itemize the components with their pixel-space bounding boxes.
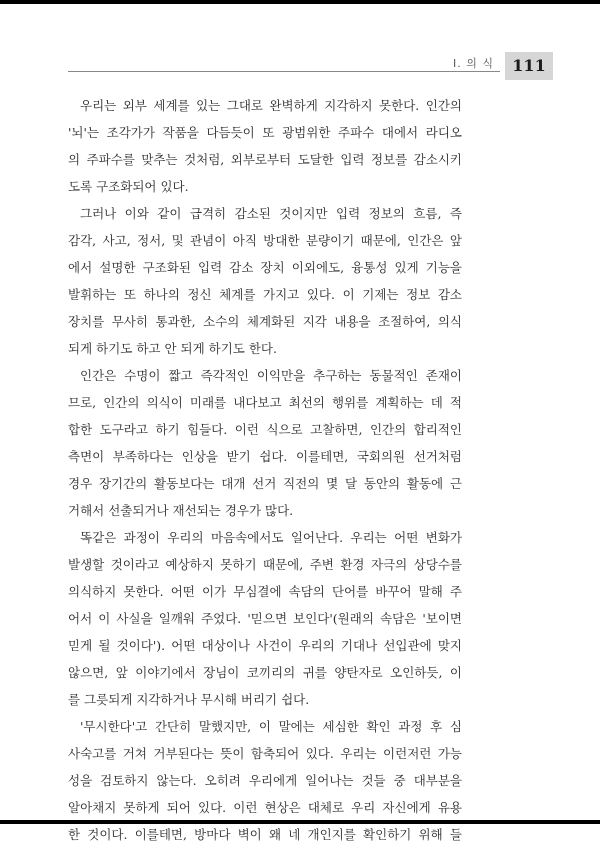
text-line: 합한 도구라고 하기 힘들다. 이런 식으로 고찰하면, 인간의 합리적인	[68, 422, 462, 437]
text-line: 도록 구조화되어 있다.	[68, 179, 189, 194]
text-line: 므로, 인간의 의식이 미래를 내다보고 최선의 행위를 계획하는 데 적	[68, 395, 462, 410]
text-line: 거해서 선출되거나 재선되는 경우가 많다.	[68, 503, 294, 518]
text-line: 의식하지 못한다. 어떤 이가 무심결에 속담의 단어를 바꾸어 말해 주	[68, 584, 462, 599]
text-line: 그러나 이와 같이 급격히 감소된 것이지만 입력 정보의 흐름, 즉	[80, 206, 462, 221]
text-line: 감각, 사고, 정서, 및 관념이 아직 방대한 분량이기 때문에, 인간은 앞	[68, 233, 462, 248]
text-line: 에서 설명한 구조화된 입력 감소 장치 이외에도, 융통성 있게 기능을	[68, 260, 462, 275]
text-line: 성을 검토하지 않는다. 오히려 우리에게 일어나는 것들 중 대부분을	[68, 773, 462, 788]
text-line: '뇌'는 조각가가 작품을 다듬듯이 또 광범위한 주파수 대에서 라디오	[68, 125, 462, 140]
page-number: 111	[512, 56, 546, 75]
text-line: 의 주파수를 맞추는 것처럼, 외부로부터 도달한 입력 정보를 감소시키	[68, 152, 462, 167]
text-line: 않으면, 앞 이야기에서 장님이 코끼리의 귀를 양탄자로 오인하듯, 이	[68, 665, 462, 680]
header-rule	[68, 71, 500, 72]
text-line: 우리는 외부 세계를 있는 그대로 완벽하게 지각하지 못한다. 인간의	[80, 98, 462, 113]
text-line: 발휘하는 또 하나의 정신 체계를 가지고 있다. 이 기제는 정보 감소	[68, 287, 462, 302]
text-line: 한 것이다. 이를테면, 방마다 벽이 왜 네 개인지를 확인하기 위해 들	[68, 827, 462, 842]
text-line: 장치를 무사히 통과한, 소수의 체계화된 지각 내용을 조절하여, 의식	[68, 314, 462, 329]
text-line: 알아채지 못하게 되어 있다. 이런 현상은 대체로 우리 자신에게 유용	[68, 800, 462, 815]
page-number-tab	[505, 52, 553, 80]
text-line: 측면이 부족하다는 인상을 받기 쉽다. 이를테면, 국회의원 선거처럼	[68, 449, 462, 464]
text-line: 경우 장기간의 활동보다는 대개 선거 직전의 몇 달 동안의 활동에 근	[68, 476, 462, 491]
bottom-border	[0, 820, 600, 824]
chapter-label: I. 의 식	[453, 57, 494, 70]
text-line: 똑같은 과정이 우리의 마음속에서도 일어난다. 우리는 어떤 변화가	[80, 530, 462, 545]
text-line: 사숙고를 거쳐 거부된다는 뜻이 함축되어 있다. 우리는 이런저런 가능	[68, 746, 462, 761]
text-line: 되게 하기도 하고 안 되게 하기도 한다.	[68, 341, 277, 356]
text-line: 를 그릇되게 지각하거나 무시해 버리기 쉽다.	[68, 692, 310, 707]
text-line: 발생할 것이라고 예상하지 못하기 때문에, 주변 환경 자극의 상당수를	[68, 557, 462, 572]
text-line: 믿게 될 것이다'). 어떤 대상이나 사건이 우리의 기대나 선입관에 맞지	[68, 638, 462, 653]
text-line: 인간은 수명이 짧고 즉각적인 이익만을 추구하는 동물적인 존재이	[80, 368, 462, 383]
top-border	[0, 0, 600, 4]
text-line: '무시한다'고 간단히 말했지만, 이 말에는 세심한 확인 과정 후 심	[80, 719, 462, 734]
text-line: 어서 이 사실을 일깨워 주었다. '믿으면 보인다'(원래의 속담은 '보이면	[68, 611, 462, 626]
body-text	[68, 92, 462, 848]
